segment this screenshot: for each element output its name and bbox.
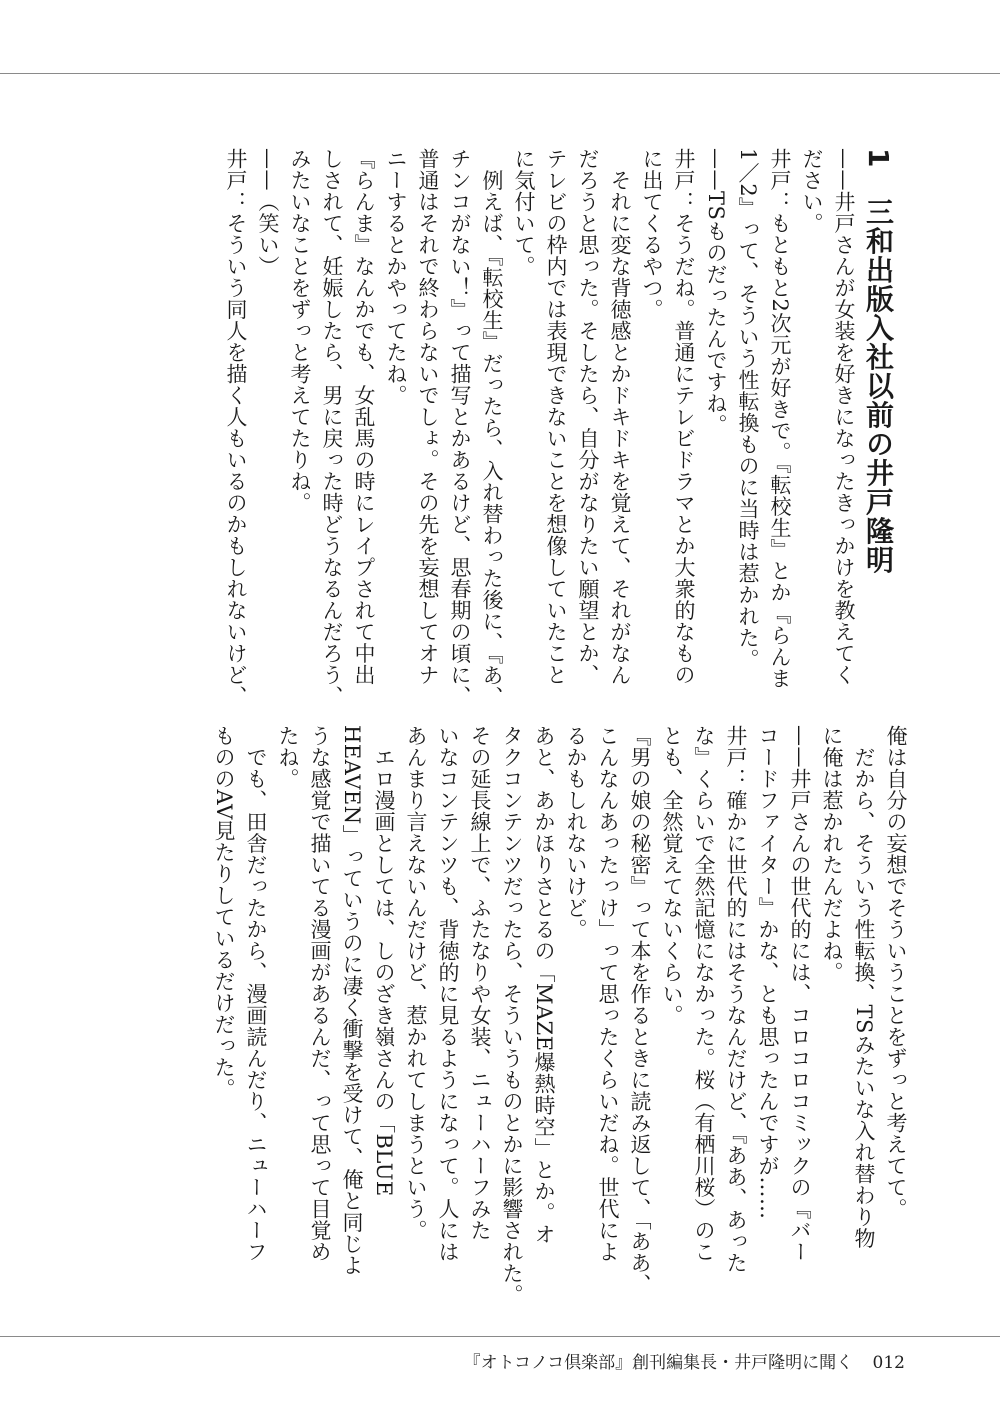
lower-text-line: もののAV見たりしているだけだった。: [212, 725, 236, 1100]
lower-text-line: あんまり言えないんだけど、惹かれてしまうという。: [404, 725, 428, 1241]
lower-text-line: 『男の娘の秘密』って本を作るときに読み返して、「ああ、: [628, 725, 652, 1295]
lower-text-line: るかもしれないけど。: [564, 725, 588, 940]
upper-text-line: それに変な背徳感とかドキドキを覚えて、それがなん: [608, 148, 632, 686]
page-footer: [464, 1348, 905, 1373]
upper-text-line: 『らんま』なんかでも、女乱馬の時にレイプされて中出: [352, 148, 376, 686]
upper-text-line: 普通はそれで終わらないでしょ。その先を妄想してオナ: [416, 148, 440, 686]
lower-text-line: エロ漫画としては、しのざき嶺さんの「BLUE: [372, 725, 396, 1197]
lower-text-line: タクコンテンツだったら、そういうものとかに影響された。: [500, 725, 524, 1306]
lower-text-line: たね。: [276, 725, 300, 790]
upper-text-line: 井戸：そうだね。普通にテレビドラマとか大衆的なもの: [672, 148, 696, 686]
upper-text-line: 井戸：そういう同人を描く人もいるのかもしれないけど、: [224, 148, 248, 707]
upper-text-line: 例えば、『転校生』だったら、入れ替わった後に、『あ、: [480, 148, 504, 708]
lower-text-line: HEAVEN」っていうのに凄く衝撃を受けて、俺と同じよ: [340, 725, 364, 1277]
lower-text-line: いなコンテンツも、背徳的に見るようになって。人には: [436, 725, 460, 1263]
upper-text-line: チンコがない！』って描写とかあるけど、思春期の頃に、: [448, 148, 472, 707]
upper-text-line: ——TSものだったんですね。: [704, 148, 728, 436]
upper-text-line: ——井戸さんが女装を好きになったきっかけを教えてく: [832, 148, 856, 686]
upper-text-line: ——（笑い）: [256, 148, 280, 277]
lower-text-line: とも、全然覚えてないくらい。: [660, 725, 684, 1026]
lower-text-line: 俺は自分の妄想でそういうことをずっと考えてて。: [884, 725, 908, 1220]
running-title: 『オトコノコ倶楽部』創刊編集長・井戸隆明に聞く: [463, 1353, 854, 1373]
upper-text-line: みたいなことをずっと考えてたりね。: [288, 148, 312, 514]
upper-text-line: に出てくるやつ。: [640, 148, 664, 320]
lower-text-line: な』くらいで全然記憶になかった。桜（有栖川桜）のこ: [692, 725, 716, 1263]
lower-text-block: [152, 725, 912, 1306]
lower-text-line: 井戸：確かに世代的にはそうなんだけど、『ああ、あった: [724, 725, 748, 1274]
bottom-rule: [0, 1336, 1000, 1337]
upper-text-line: ニーするとかやってたね。: [384, 148, 408, 406]
section-heading: [858, 148, 898, 575]
lower-text-line: だから、そういう性転換、TSみたいな入れ替わり物: [852, 725, 876, 1249]
section-title: 三和出版入社以前の井戸隆明: [862, 197, 895, 575]
upper-text-line: ださい。: [800, 148, 824, 234]
lower-text-line: ——井戸さんの世代的には、コロコロコミックの『バー: [788, 725, 812, 1263]
upper-text-line: だろうと思った。そしたら、自分がなりたい願望とか、: [576, 148, 600, 686]
upper-text-line: 井戸：もともと2次元が好きで。『転校生』とか『らんま: [768, 148, 792, 689]
upper-text-block: [140, 148, 860, 708]
lower-text-line: こんなんあったっけ」って思ったくらいだね。世代によ: [596, 725, 620, 1263]
upper-text-line: 1／2』って、そういう性転換ものに当時は惹かれた。: [736, 148, 760, 671]
lower-text-line: コードファイター』かな、とも思ったんですが……: [756, 725, 780, 1220]
lower-text-line: でも、田舎だったから、漫画読んだり、ニューハーフ: [244, 725, 268, 1263]
upper-text-line: テレビの枠内では表現できないことを想像していたこと: [544, 148, 568, 686]
section-number: 1: [862, 148, 895, 169]
upper-text-line: しされて、妊娠したら、男に戻った時どうなるんだろう、: [320, 148, 344, 707]
top-rule: [0, 73, 1000, 74]
lower-text-line: に俺は惹かれたんだよね。: [820, 725, 844, 983]
page-number: 012: [872, 1353, 905, 1373]
upper-text-line: に気付いて。: [512, 148, 536, 277]
lower-text-line: その延長線上で、ふたなりや女装、ニューハーフみた: [468, 725, 492, 1241]
lower-text-line: あと、あかほりさとるの「MAZE爆熱時空」とか。オ: [532, 725, 556, 1246]
lower-text-line: うな感覚で描いてる漫画があるんだ、って思って目覚め: [308, 725, 332, 1263]
